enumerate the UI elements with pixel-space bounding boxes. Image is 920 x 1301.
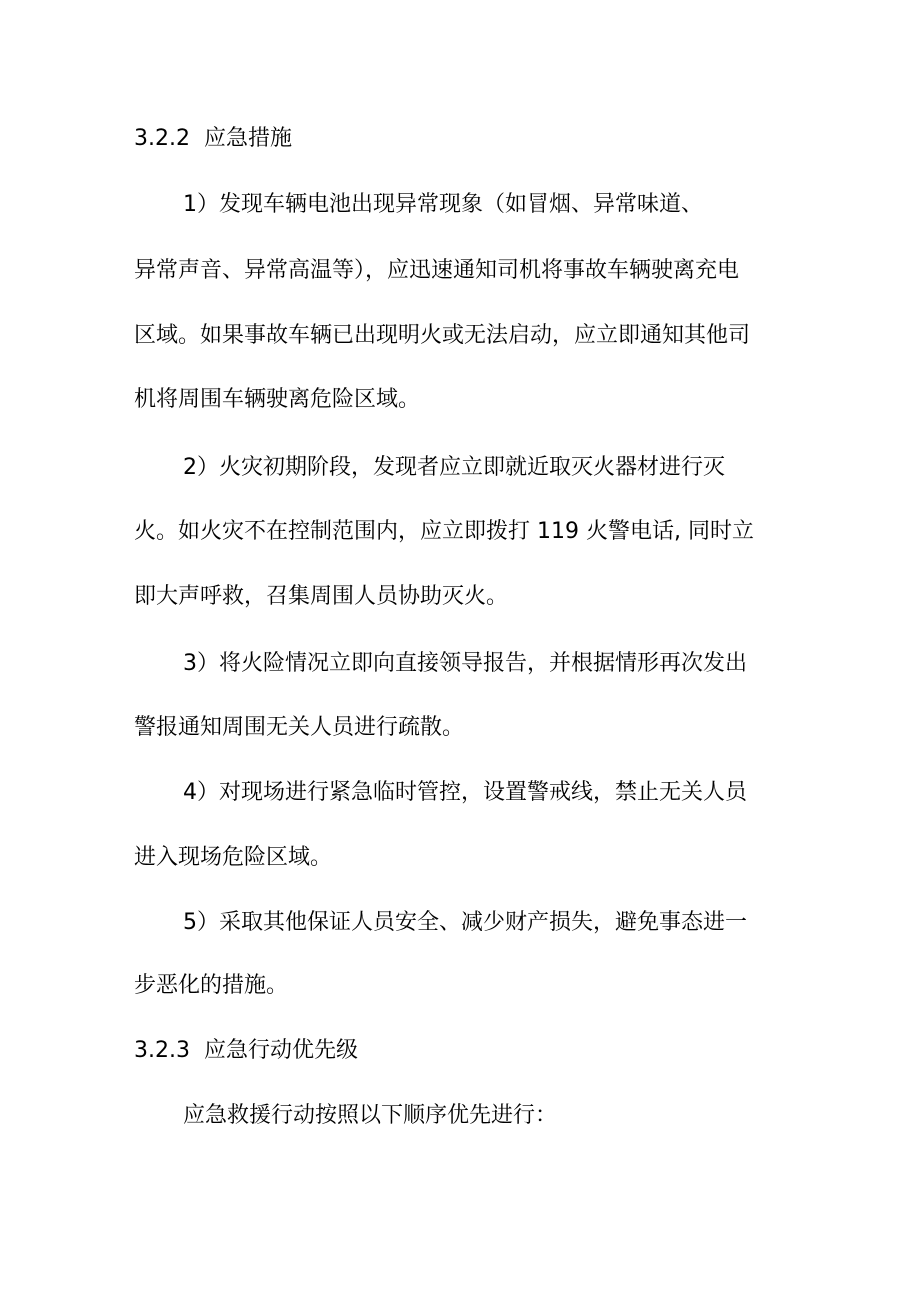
paragraph-line: 区域。如果事故车辆已出现明火或无法启动，应立即通知其他司	[134, 323, 751, 348]
paragraph-line: 5）采取其他保证人员安全、减少财产损失，避免事态进一	[183, 910, 747, 935]
closing-line: 应急救援行动按照以下顺序优先进行：	[183, 1103, 558, 1128]
paragraph-line: 4）对现场进行紧急临时管控，设置警戒线，禁止无关人员	[183, 780, 747, 805]
paragraph-line: 异常声音、异常高温等），应迅速通知司机将事故车辆驶离充电	[134, 258, 740, 283]
paragraph-line: 即大声呼救，召集周围人员协助灭火。	[134, 584, 509, 609]
section-heading-3-2-3	[134, 1036, 358, 1066]
section-heading-3-2-2	[134, 124, 292, 154]
paragraph-line: 警报通知周围无关人员进行疏散。	[134, 715, 465, 740]
section-title: 应急措施	[203, 126, 292, 151]
paragraph-line: 3）将火险情况立即向直接领导报告，并根据情形再次发出	[183, 651, 747, 676]
paragraph-line: 步恶化的措施。	[134, 973, 289, 998]
paragraph-line: 2）火灾初期阶段，发现者应立即就近取灭火器材进行灭	[183, 455, 725, 480]
paragraph-line: 火。如火灾不在控制范围内，应立即拨打 119 火警电话, 同时立	[134, 519, 754, 544]
section-number: 3.2.2	[134, 126, 190, 151]
paragraph-line: 进入现场危险区域。	[134, 845, 333, 870]
paragraph-line: 机将周围车辆驶离危险区域。	[134, 387, 421, 412]
paragraph-line: 1）发现车辆电池出现异常现象（如冒烟、异常味道、	[183, 192, 703, 217]
section-number: 3.2.3	[134, 1038, 190, 1063]
section-title: 应急行动优先级	[203, 1038, 358, 1063]
